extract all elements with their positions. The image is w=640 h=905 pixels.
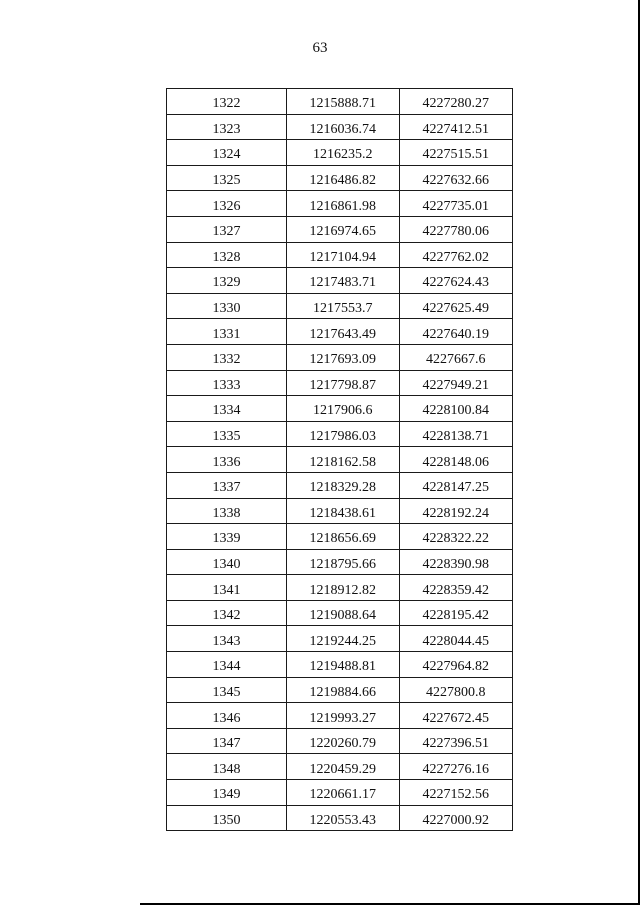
- y-coordinate-cell: [399, 268, 513, 294]
- point-number-cell: [167, 216, 287, 242]
- cell-text: 1347: [212, 736, 241, 752]
- cell-text: 1217693.09: [309, 352, 376, 368]
- table-row: [167, 421, 513, 447]
- x-coordinate-cell: [287, 780, 400, 806]
- cell-text: 1219488.81: [309, 659, 376, 675]
- x-coordinate-cell: [287, 498, 400, 524]
- table-row: [167, 472, 513, 498]
- table-row: [167, 370, 513, 396]
- page-number: 63: [312, 40, 328, 56]
- point-number-cell: [167, 114, 287, 140]
- cell-text: 1345: [212, 684, 241, 700]
- cell-text: 1218329.28: [309, 480, 376, 496]
- cell-text: 1323: [212, 121, 241, 137]
- cell-text: 1219244.25: [309, 633, 376, 649]
- cell-text: 1331: [212, 326, 241, 342]
- cell-text: 1217104.94: [309, 249, 376, 265]
- x-coordinate-cell: [287, 114, 400, 140]
- table-row: [167, 728, 513, 754]
- cell-text: 1329: [212, 275, 241, 291]
- x-coordinate-cell: [287, 575, 400, 601]
- y-coordinate-cell: [399, 242, 513, 268]
- cell-text: 1322: [212, 96, 241, 112]
- x-coordinate-cell: [287, 319, 400, 345]
- cell-text: 1343: [212, 633, 241, 649]
- cell-text: 4228148.06: [422, 454, 489, 470]
- cell-text: 4227964.82: [422, 659, 489, 675]
- point-number-cell: [167, 600, 287, 626]
- cell-text: 4227800.8: [426, 684, 486, 700]
- cell-text: 4228322.22: [422, 531, 489, 547]
- cell-text: 4227515.51: [422, 147, 489, 163]
- x-coordinate-cell: [287, 626, 400, 652]
- x-coordinate-cell: [287, 652, 400, 678]
- point-number-cell: [167, 344, 287, 370]
- cell-text: 1220553.43: [309, 812, 376, 828]
- y-coordinate-cell: [399, 293, 513, 319]
- table-row: [167, 524, 513, 550]
- table-row: [167, 805, 513, 831]
- table-row: [167, 191, 513, 217]
- cell-text: 1327: [212, 224, 241, 240]
- x-coordinate-cell: [287, 524, 400, 550]
- cell-text: 1334: [212, 403, 241, 419]
- table-row: [167, 780, 513, 806]
- y-coordinate-cell: [399, 498, 513, 524]
- x-coordinate-cell: [287, 805, 400, 831]
- x-coordinate-cell: [287, 165, 400, 191]
- table-row: [167, 652, 513, 678]
- point-number-cell: [167, 652, 287, 678]
- point-number-cell: [167, 472, 287, 498]
- cell-text: 4228100.84: [422, 403, 489, 419]
- cell-text: 1335: [212, 429, 241, 445]
- point-number-cell: [167, 89, 287, 115]
- cell-text: 4227632.66: [422, 173, 489, 189]
- y-coordinate-cell: [399, 421, 513, 447]
- y-coordinate-cell: [399, 472, 513, 498]
- cell-text: 4228147.25: [422, 480, 489, 496]
- cell-text: 1333: [212, 377, 241, 393]
- cell-text: 1338: [212, 505, 241, 521]
- point-number-cell: [167, 165, 287, 191]
- table-body: [167, 89, 513, 831]
- y-coordinate-cell: [399, 703, 513, 729]
- cell-text: 1216235.2: [313, 147, 373, 163]
- cell-text: 4228195.42: [422, 608, 489, 624]
- cell-text: 1217906.6: [313, 403, 373, 419]
- point-number-cell: [167, 447, 287, 473]
- point-number-cell: [167, 677, 287, 703]
- table-row: [167, 677, 513, 703]
- cell-text: 1340: [212, 556, 241, 572]
- cell-text: 1219088.64: [309, 608, 376, 624]
- y-coordinate-cell: [399, 114, 513, 140]
- x-coordinate-cell: [287, 344, 400, 370]
- table-row: [167, 319, 513, 345]
- x-coordinate-cell: [287, 447, 400, 473]
- point-number-cell: [167, 754, 287, 780]
- table-row: [167, 140, 513, 166]
- coordinate-table: [166, 88, 513, 831]
- y-coordinate-cell: [399, 140, 513, 166]
- cell-text: 4227000.92: [422, 812, 489, 828]
- table-row: [167, 498, 513, 524]
- cell-text: 4227624.43: [422, 275, 489, 291]
- cell-text: 1328: [212, 249, 241, 265]
- table-row: [167, 626, 513, 652]
- x-coordinate-cell: [287, 216, 400, 242]
- table-row: [167, 216, 513, 242]
- point-number-cell: [167, 780, 287, 806]
- y-coordinate-cell: [399, 549, 513, 575]
- cell-text: 1344: [212, 659, 241, 675]
- point-number-cell: [167, 242, 287, 268]
- cell-text: 4227667.6: [426, 352, 486, 368]
- x-coordinate-cell: [287, 600, 400, 626]
- cell-text: 1220661.17: [309, 787, 376, 803]
- cell-text: 1217553.7: [313, 301, 373, 317]
- point-number-cell: [167, 805, 287, 831]
- cell-text: 1220260.79: [309, 736, 376, 752]
- point-number-cell: [167, 549, 287, 575]
- x-coordinate-cell: [287, 293, 400, 319]
- point-number-cell: [167, 319, 287, 345]
- point-number-cell: [167, 421, 287, 447]
- cell-text: 4227762.02: [422, 249, 489, 265]
- y-coordinate-cell: [399, 600, 513, 626]
- cell-text: 1216861.98: [309, 198, 376, 214]
- cell-text: 4227640.19: [422, 326, 489, 342]
- y-coordinate-cell: [399, 805, 513, 831]
- table-row: [167, 754, 513, 780]
- cell-text: 4227280.27: [422, 96, 489, 112]
- x-coordinate-cell: [287, 549, 400, 575]
- point-number-cell: [167, 140, 287, 166]
- y-coordinate-cell: [399, 626, 513, 652]
- x-coordinate-cell: [287, 472, 400, 498]
- x-coordinate-cell: [287, 396, 400, 422]
- cell-text: 4227152.56: [422, 787, 489, 803]
- y-coordinate-cell: [399, 370, 513, 396]
- cell-text: 1350: [212, 812, 241, 828]
- cell-text: 1330: [212, 301, 241, 317]
- y-coordinate-cell: [399, 754, 513, 780]
- table-row: [167, 242, 513, 268]
- y-coordinate-cell: [399, 216, 513, 242]
- x-coordinate-cell: [287, 677, 400, 703]
- x-coordinate-cell: [287, 89, 400, 115]
- y-coordinate-cell: [399, 447, 513, 473]
- y-coordinate-cell: [399, 165, 513, 191]
- cell-text: 1216486.82: [309, 173, 376, 189]
- point-number-cell: [167, 626, 287, 652]
- cell-text: 1326: [212, 198, 241, 214]
- y-coordinate-cell: [399, 89, 513, 115]
- table-row: [167, 89, 513, 115]
- x-coordinate-cell: [287, 703, 400, 729]
- x-coordinate-cell: [287, 728, 400, 754]
- point-number-cell: [167, 575, 287, 601]
- y-coordinate-cell: [399, 575, 513, 601]
- point-number-cell: [167, 293, 287, 319]
- cell-text: 4228390.98: [422, 556, 489, 572]
- table-row: [167, 396, 513, 422]
- cell-text: 1346: [212, 710, 241, 726]
- y-coordinate-cell: [399, 344, 513, 370]
- cell-text: 1339: [212, 531, 241, 547]
- cell-text: 4227396.51: [422, 736, 489, 752]
- cell-text: 1217483.71: [309, 275, 376, 291]
- point-number-cell: [167, 524, 287, 550]
- y-coordinate-cell: [399, 677, 513, 703]
- cell-text: 4227276.16: [422, 761, 489, 777]
- cell-text: 1342: [212, 608, 241, 624]
- point-number-cell: [167, 396, 287, 422]
- cell-text: 1325: [212, 173, 241, 189]
- y-coordinate-cell: [399, 524, 513, 550]
- y-coordinate-cell: [399, 780, 513, 806]
- cell-text: 4228044.45: [422, 633, 489, 649]
- cell-text: 4228359.42: [422, 582, 489, 598]
- cell-text: 1219993.27: [309, 710, 376, 726]
- cell-text: 1337: [212, 480, 241, 496]
- cell-text: 1218438.61: [309, 505, 376, 521]
- table-row: [167, 114, 513, 140]
- y-coordinate-cell: [399, 191, 513, 217]
- point-number-cell: [167, 728, 287, 754]
- cell-text: 1341: [212, 582, 241, 598]
- cell-text: 1216036.74: [309, 121, 376, 137]
- y-coordinate-cell: [399, 319, 513, 345]
- point-number-cell: [167, 498, 287, 524]
- x-coordinate-cell: [287, 370, 400, 396]
- point-number-cell: [167, 703, 287, 729]
- cell-text: 1216974.65: [309, 224, 376, 240]
- cell-text: 4227672.45: [422, 710, 489, 726]
- cell-text: 1349: [212, 787, 241, 803]
- table-row: [167, 293, 513, 319]
- cell-text: 1219884.66: [309, 684, 376, 700]
- y-coordinate-cell: [399, 396, 513, 422]
- cell-text: 1218656.69: [309, 531, 376, 547]
- table-row: [167, 549, 513, 575]
- x-coordinate-cell: [287, 242, 400, 268]
- cell-text: 4227735.01: [422, 198, 489, 214]
- cell-text: 4227780.06: [422, 224, 489, 240]
- x-coordinate-cell: [287, 140, 400, 166]
- cell-text: 1348: [212, 761, 241, 777]
- cell-text: 4227625.49: [422, 301, 489, 317]
- cell-text: 1217643.49: [309, 326, 376, 342]
- cell-text: 1218795.66: [309, 556, 376, 572]
- cell-text: 4228192.24: [422, 505, 489, 521]
- point-number-cell: [167, 370, 287, 396]
- table-row: [167, 344, 513, 370]
- cell-text: 1217986.03: [309, 429, 376, 445]
- table-row: [167, 600, 513, 626]
- x-coordinate-cell: [287, 268, 400, 294]
- y-coordinate-cell: [399, 728, 513, 754]
- cell-text: 4227949.21: [422, 377, 489, 393]
- y-coordinate-cell: [399, 652, 513, 678]
- point-number-cell: [167, 191, 287, 217]
- table-row: [167, 703, 513, 729]
- x-coordinate-cell: [287, 754, 400, 780]
- cell-text: 1332: [212, 352, 241, 368]
- cell-text: 1220459.29: [309, 761, 376, 777]
- cell-text: 1217798.87: [309, 377, 376, 393]
- point-number-cell: [167, 268, 287, 294]
- table-row: [167, 447, 513, 473]
- x-coordinate-cell: [287, 191, 400, 217]
- cell-text: 1215888.71: [309, 96, 376, 112]
- cell-text: 1336: [212, 454, 241, 470]
- cell-text: 1324: [212, 147, 241, 163]
- cell-text: 1218162.58: [309, 454, 376, 470]
- cell-text: 1218912.82: [309, 582, 376, 598]
- x-coordinate-cell: [287, 421, 400, 447]
- table-row: [167, 165, 513, 191]
- table-row: [167, 268, 513, 294]
- table-row: [167, 575, 513, 601]
- cell-text: 4227412.51: [422, 121, 489, 137]
- cell-text: 4228138.71: [422, 429, 489, 445]
